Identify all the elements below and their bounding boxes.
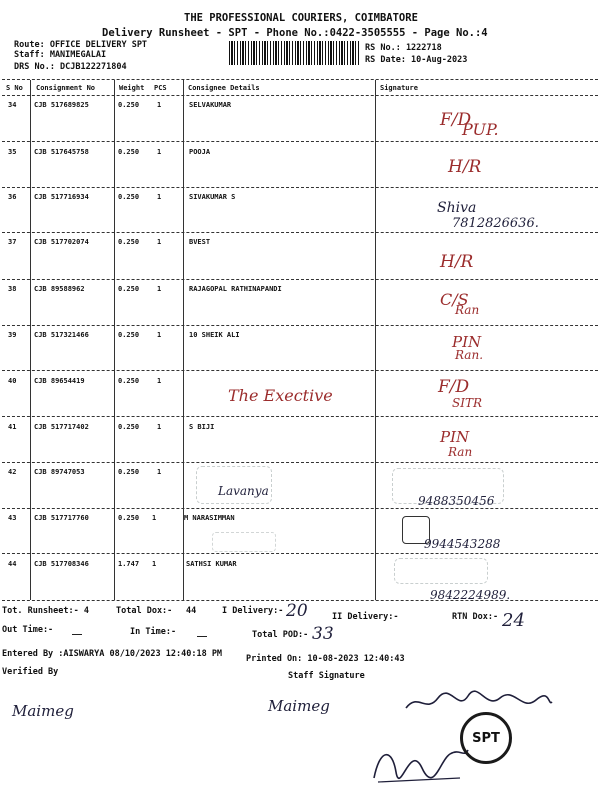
row-sno: 36: [8, 193, 17, 201]
row-sno: 44: [8, 560, 17, 568]
row-divider: [2, 553, 598, 554]
drs-number: DRS No.: DCJB122271804: [14, 62, 127, 72]
row-consignment: CJB 89747053: [34, 468, 85, 476]
in-time-label: In Time:-: [130, 627, 177, 637]
row-weight: 0.250: [118, 285, 140, 293]
row-consignment: CJB 517321466: [34, 331, 89, 339]
row-sno: 41: [8, 423, 17, 431]
row-consignee: 10 SHEIK ALI: [189, 331, 240, 339]
row-pcs: 1: [157, 377, 162, 385]
signature-note: F/D: [440, 110, 472, 130]
staff-signature-label: Staff Signature: [288, 671, 365, 681]
runsheet-subtitle: Delivery Runsheet - SPT - Phone No.:0422-3505555 - Page No.:4: [102, 27, 488, 39]
row-sno: 35: [8, 148, 17, 156]
faded-stamp: [212, 532, 276, 552]
company-name: THE PROFESSIONAL COURIERS, COIMBATORE: [184, 12, 418, 24]
ii-delivery-label: II Delivery:-: [332, 612, 399, 622]
row-weight: 0.250: [118, 423, 140, 431]
row-divider: [2, 141, 598, 142]
in-time-dash: [197, 636, 207, 637]
col-rule: [114, 80, 115, 600]
row-pcs: 1: [157, 423, 162, 431]
total-pod-label: Total POD:-: [252, 630, 309, 640]
row-consignee: POOJA: [189, 148, 211, 156]
signature-note: H/R: [440, 252, 474, 272]
signature-note: F/D: [438, 377, 470, 397]
signature-note: PIN: [440, 428, 470, 446]
col-signature: Signature: [380, 84, 418, 92]
row-consignee: M NARASIMMAN: [184, 514, 235, 522]
row-consignment: CJB 89654419: [34, 377, 85, 385]
row-consignment: CJB 517717760: [34, 514, 89, 522]
row-divider: [2, 232, 598, 233]
total-pod-handwritten: 33: [312, 624, 334, 644]
col-pcs: PCS: [154, 84, 167, 92]
tot-runsheet: Tot. Runsheet:- 4: [2, 606, 89, 616]
row-pcs: 1: [157, 468, 162, 476]
rtn-dox-label: RTN Dox:-: [452, 612, 499, 622]
signature-note: H/R: [448, 157, 482, 177]
col-consignment: Consignment No: [36, 84, 96, 92]
row-pcs: 1: [152, 514, 157, 522]
route: Route: OFFICE DELIVERY SPT: [14, 40, 148, 50]
row-consignee: SATHSI KUMAR: [186, 560, 237, 568]
signature-phone: 9488350456: [418, 494, 495, 508]
row-weight: 0.250: [118, 468, 140, 476]
entered-by: Entered By :AISWARYA 08/10/2023 12:40:18 PM: [2, 649, 223, 659]
out-time-label: Out Time:-: [2, 625, 54, 635]
signature-note: Ran: [448, 445, 473, 459]
i-delivery-handwritten: 20: [286, 601, 308, 621]
row-pcs: 1: [152, 560, 157, 568]
row-divider: [2, 508, 598, 509]
signature-phone: 9944543288: [424, 537, 501, 551]
handwritten-note: The Exective: [228, 386, 333, 405]
row-weight: 0.250: [118, 331, 140, 339]
table-header-rule: [2, 95, 598, 96]
row-consignee: SELVAKUMAR: [189, 101, 232, 109]
signature-phone: 7812826636.: [452, 216, 539, 231]
row-weight: 0.250: [118, 514, 140, 522]
row-consignee: SIVAKUMAR S: [189, 193, 236, 201]
row-pcs: 1: [157, 193, 162, 201]
row-pcs: 1: [157, 148, 162, 156]
col-rule: [30, 80, 31, 600]
total-dox-value: 44: [186, 606, 197, 616]
col-consignee: Consignee Details: [188, 84, 260, 92]
staff-signature: Maimeg: [268, 697, 330, 715]
row-divider: [2, 416, 598, 417]
row-pcs: 1: [157, 101, 162, 109]
col-rule: [183, 80, 184, 600]
row-consignment: CJB 517717402: [34, 423, 89, 431]
signature-note: PIN: [452, 333, 482, 351]
row-consignee: RAJAGOPAL RATHINAPANDI: [189, 285, 282, 293]
row-sno: 37: [8, 238, 17, 246]
row-sno: 43: [8, 514, 17, 522]
spt-stamp-text: SPT: [472, 730, 500, 746]
row-divider: [2, 370, 598, 371]
row-sno: 34: [8, 101, 17, 109]
row-consignment: CJB 517645758: [34, 148, 89, 156]
row-weight: 0.250: [118, 101, 140, 109]
row-weight: 0.250: [118, 193, 140, 201]
signature-note: Shiva: [437, 200, 477, 216]
row-consignee: BVEST: [189, 238, 211, 246]
barcode: [229, 41, 359, 65]
row-sno: 42: [8, 468, 17, 476]
row-weight: 0.250: [118, 148, 140, 156]
verifier-signature: Maimeg: [12, 702, 74, 720]
signature-note: SITR: [452, 396, 482, 410]
row-sno: 40: [8, 377, 17, 385]
rs-number: RS No.: 1222718: [365, 43, 442, 53]
table-top-rule: [2, 79, 598, 80]
col-rule: [375, 80, 376, 600]
row-divider: [2, 325, 598, 326]
total-dox-label: Total Dox:-: [116, 606, 173, 616]
signature-phone: 9842224989.: [430, 588, 511, 602]
row-divider: [2, 279, 598, 280]
col-sno: S No: [6, 84, 23, 92]
row-pcs: 1: [157, 238, 162, 246]
row-weight: 0.250: [118, 377, 140, 385]
rtn-dox-handwritten: 24: [502, 610, 525, 631]
signature-note: C/S: [440, 290, 469, 309]
signature-note: PUP.: [462, 120, 499, 139]
faded-stamp: [394, 558, 488, 584]
row-consignment: CJB 517689825: [34, 101, 89, 109]
row-pcs: 1: [157, 285, 162, 293]
row-weight: 1.747: [118, 560, 140, 568]
handwritten-signature: Lavanya: [218, 484, 269, 498]
row-sno: 38: [8, 285, 17, 293]
row-divider: [2, 187, 598, 188]
row-consignee: S BIJI: [189, 423, 215, 431]
out-time-dash: [72, 634, 82, 635]
row-consignment: CJB 517716934: [34, 193, 89, 201]
i-delivery-label: I Delivery:-: [222, 606, 284, 616]
signature-note: Ran.: [455, 348, 484, 362]
spt-stamp: [460, 712, 512, 764]
row-consignment: CJB 517708346: [34, 560, 89, 568]
row-pcs: 1: [157, 331, 162, 339]
printed-on: Printed On: 10-08-2023 12:40:43: [246, 654, 405, 664]
row-sno: 39: [8, 331, 17, 339]
row-consignment: CJB 89588962: [34, 285, 85, 293]
signature-note: Ran: [455, 303, 480, 317]
row-divider: [2, 462, 598, 463]
row-weight: 0.250: [118, 238, 140, 246]
manager-signature: [370, 738, 470, 788]
verified-by: Verified By: [2, 667, 59, 677]
row-consignment: CJB 517702074: [34, 238, 89, 246]
col-weight: Weight: [119, 84, 145, 92]
rs-date: RS Date: 10-Aug-2023: [365, 55, 468, 65]
staff: Staff: MANIMEGALAI: [14, 50, 107, 60]
